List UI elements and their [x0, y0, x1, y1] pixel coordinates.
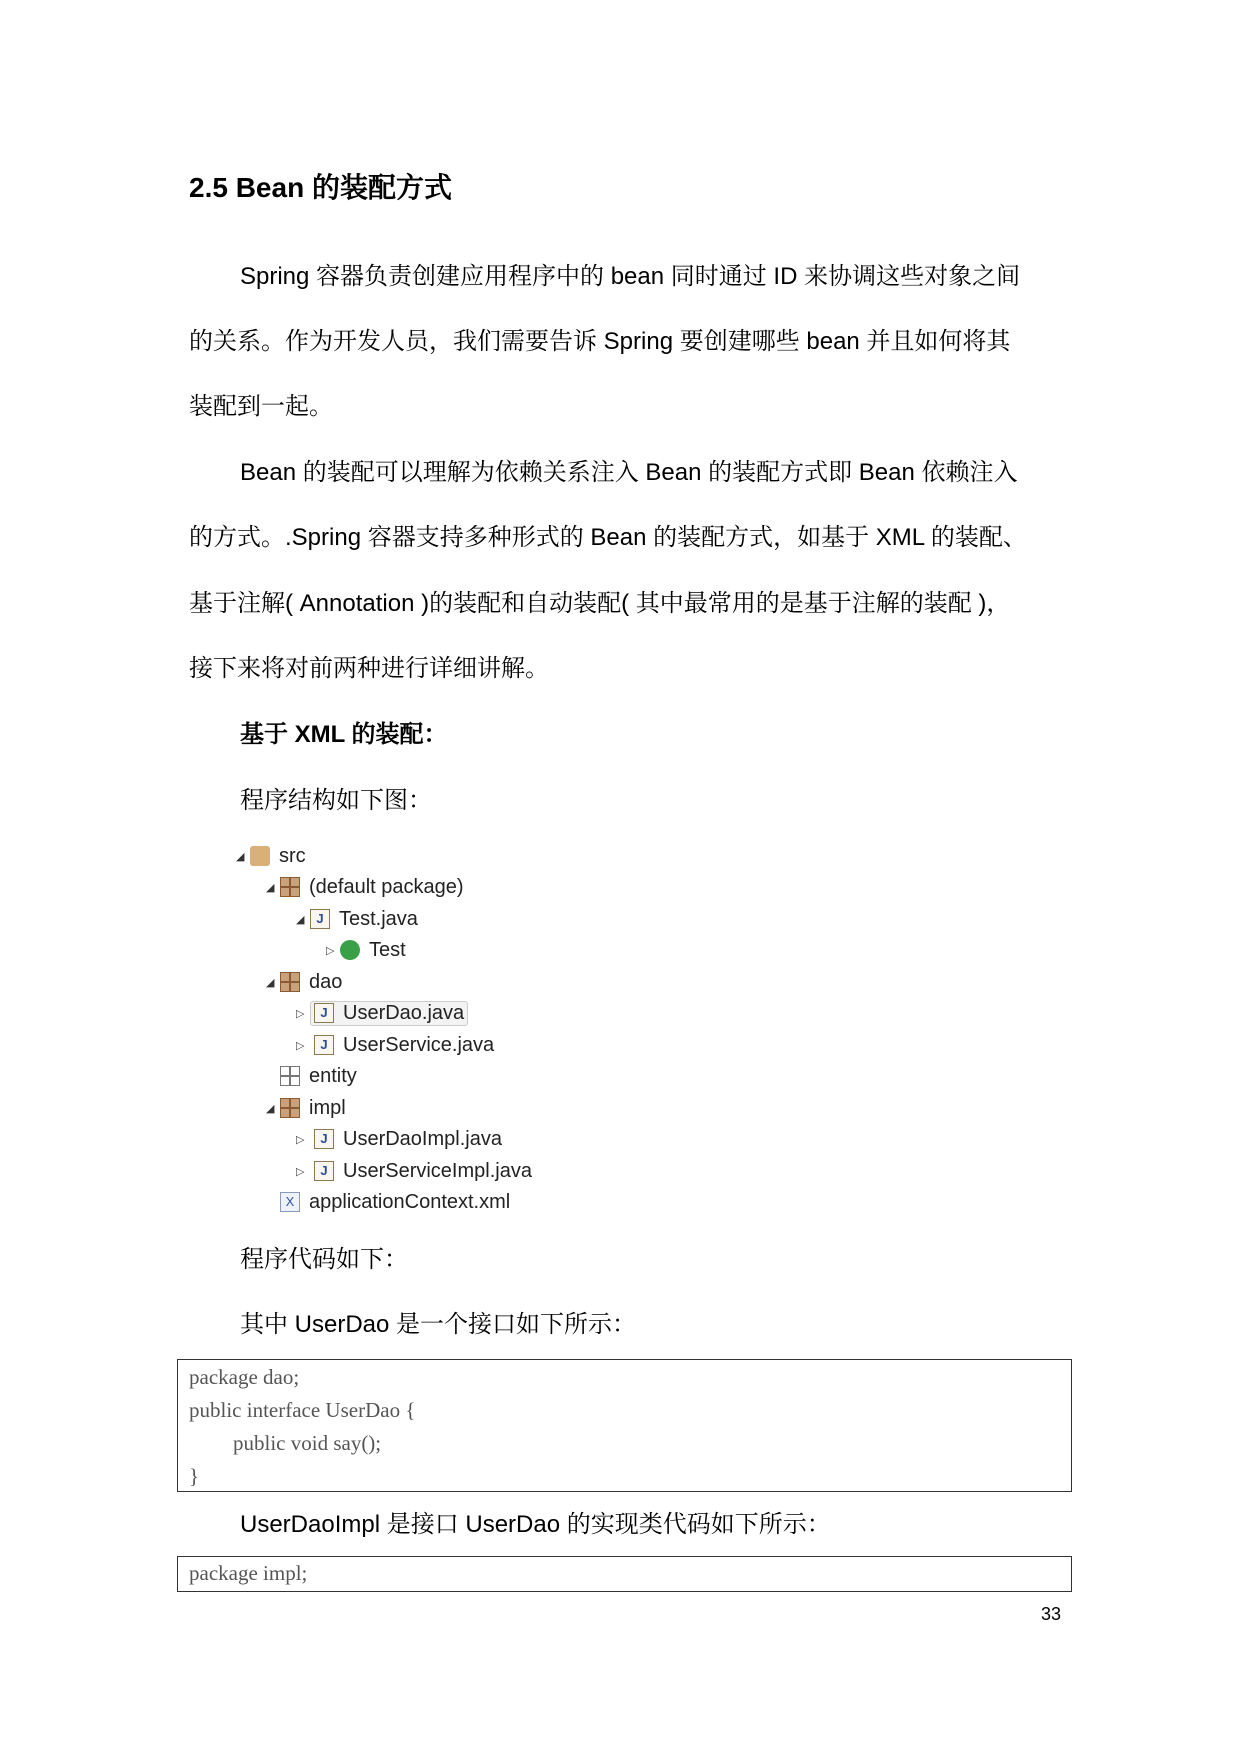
package-icon: [280, 972, 300, 992]
expanded-arrow-icon[interactable]: ◢: [266, 881, 275, 894]
expanded-arrow-icon[interactable]: ◢: [266, 1102, 275, 1115]
code-label: 程序代码如下：: [240, 1246, 408, 1273]
package-icon: [280, 877, 300, 897]
expanded-arrow-icon[interactable]: ◢: [296, 913, 305, 926]
tree-item-applicationcontext-xml[interactable]: X applicationContext.xml: [280, 1188, 510, 1216]
page-number: 33: [1041, 1604, 1062, 1624]
empty-package-icon: [280, 1066, 300, 1086]
tree-item-impl[interactable]: ◢ impl: [266, 1096, 346, 1119]
tree-item-userdao-java[interactable]: ▷ J UserDao.java: [296, 999, 468, 1027]
code-line: package dao;: [189, 1365, 300, 1389]
tree-item-userdaoimpl-java[interactable]: ▷ J UserDaoImpl.java: [296, 1127, 502, 1150]
paragraph-line: Bean 的装配可以理解为依赖关系注入 Bean 的装配方式即 Bean 依赖注入: [240, 459, 1018, 486]
tree-item-dao[interactable]: ◢ dao: [266, 970, 343, 993]
subheading: 基于 XML 的装配：: [240, 721, 448, 748]
tree-item-userserviceimpl-java[interactable]: ▷ J UserServiceImpl.java: [296, 1159, 532, 1182]
code-block-userdaoimpl: [177, 1556, 1072, 1592]
structure-label: 程序结构如下图：: [240, 787, 432, 814]
collapsed-arrow-icon[interactable]: ▷: [296, 1133, 305, 1146]
collapsed-arrow-icon[interactable]: ▷: [296, 1039, 305, 1052]
impl-label: UserDaoImpl 是接口 UserDao 的实现类代码如下所示：: [240, 1511, 831, 1538]
code-line: package impl;: [189, 1561, 308, 1585]
paragraph-line: 的关系。作为开发人员，我们需要告诉 Spring 要创建哪些 bean 并且如何将其: [189, 328, 1011, 355]
tree-item-test-java[interactable]: ◢ J Test.java: [296, 907, 418, 930]
tree-item-userservice-java[interactable]: ▷ J UserService.java: [296, 1033, 495, 1056]
code-block-userdao: [177, 1359, 1072, 1492]
source-folder-icon: [250, 846, 270, 866]
interface-file-icon: J: [314, 1003, 334, 1023]
collapsed-arrow-icon[interactable]: ▷: [326, 944, 335, 957]
xml-file-icon: X: [280, 1192, 300, 1212]
code-line: public void say();: [233, 1431, 382, 1455]
paragraph-line: 装配到一起。: [189, 393, 333, 420]
class-icon: [340, 940, 360, 960]
paragraph-line: 基于注解( Annotation )的装配和自动装配( 其中最常用的是基于注解的装配 )，: [189, 590, 1011, 617]
interface-file-icon: J: [314, 1035, 334, 1055]
expanded-arrow-icon[interactable]: ◢: [266, 976, 275, 989]
code-line: public interface UserDao {: [189, 1398, 416, 1422]
tree-item-default-package[interactable]: ◢ (default package): [266, 875, 464, 898]
java-file-icon: J: [314, 1129, 334, 1149]
paragraph-line: 的方式。.Spring 容器支持多种形式的 Bean 的装配方式，如基于 XML 的装配、: [189, 524, 1027, 551]
package-icon: [280, 1098, 300, 1118]
collapsed-arrow-icon[interactable]: ▷: [296, 1007, 305, 1020]
paragraph-line: Spring 容器负责创建应用程序中的 bean 同时通过 ID 来协调这些对象之间: [240, 263, 1021, 290]
section-heading: 2.5 Bean 的装配方式: [189, 172, 452, 203]
tree-item-entity[interactable]: entity: [280, 1062, 357, 1090]
tree-item-src[interactable]: ◢ src: [236, 844, 306, 867]
collapsed-arrow-icon[interactable]: ▷: [296, 1165, 305, 1178]
userdao-label: 其中 UserDao 是一个接口如下所示：: [240, 1311, 637, 1338]
expanded-arrow-icon[interactable]: ◢: [236, 850, 245, 863]
tree-item-test-class[interactable]: ▷ Test: [326, 938, 406, 961]
java-file-icon: J: [310, 909, 330, 929]
code-line: }: [189, 1464, 200, 1488]
java-file-icon: J: [314, 1161, 334, 1181]
paragraph-line: 接下来将对前两种进行详细讲解。: [189, 655, 549, 682]
